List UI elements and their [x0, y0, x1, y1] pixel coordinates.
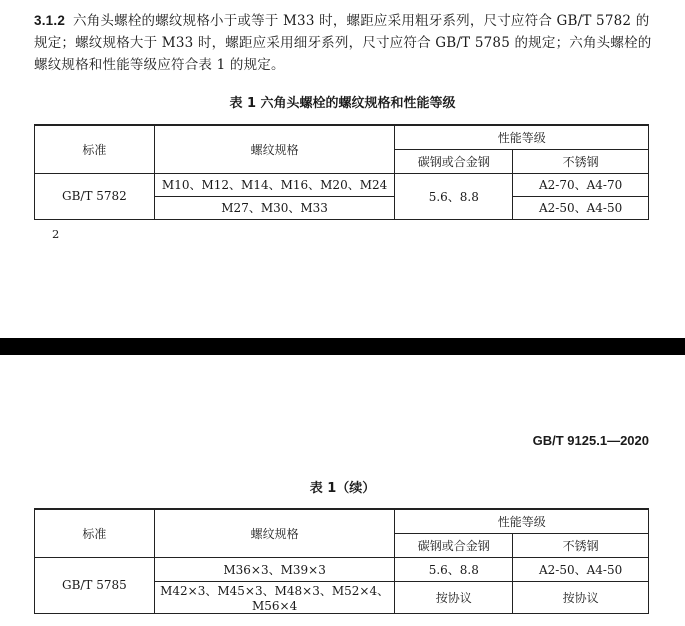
header-stainless-steel: 不锈钢 [513, 149, 649, 173]
cell-stainless: A2-50、A4-50 [513, 557, 649, 581]
paragraph-3-1-2 [34, 10, 654, 76]
paragraph-text: 六角头螺栓的螺纹规格小于或等于 M33 时，螺距应采用粗牙系列，尺寸应符合 GB/T 5782 的规定；螺纹规格大于 M33 时，螺距应采用细牙系列，尺寸应符合 GB/T 5785 的规定；六角头螺栓的螺纹规格和性能等级应符合表 1 的规定。 [34, 13, 652, 73]
cell-thread: M10、M12、M14、M16、M20、M24 [154, 173, 395, 196]
cell-thread: M27、M30、M33 [154, 196, 395, 219]
table-header-row [35, 509, 649, 533]
cell-standard: GB/T 5785 [35, 557, 155, 613]
table-1-title: 表 1 六角头螺栓的螺纹规格和性能等级 [229, 96, 456, 111]
standard-header: GB/T 9125.1—2020 [532, 433, 649, 448]
table-row [35, 557, 649, 581]
cell-carbon: 5.6、8.8 [395, 557, 513, 581]
table-1-continued [34, 508, 649, 614]
page-number: 2 [52, 227, 60, 241]
header-thread: 螺纹规格 [154, 125, 395, 173]
table-1 [34, 124, 649, 220]
cell-thread: M36×3、M39×3 [154, 557, 395, 581]
document-page-bottom [0, 355, 685, 626]
header-standard: 标准 [35, 125, 155, 173]
cell-stainless: 按协议 [513, 581, 649, 613]
table-row [35, 173, 649, 196]
header-grade: 性能等级 [395, 125, 649, 149]
page-divider [0, 338, 685, 355]
cell-carbon: 按协议 [395, 581, 513, 613]
header-carbon-steel: 碳钢或合金钢 [395, 533, 513, 557]
cell-stainless: A2-70、A4-70 [513, 173, 649, 196]
table-header-row [35, 125, 649, 149]
table-1-continued-title: 表 1（续） [309, 481, 376, 496]
cell-stainless: A2-50、A4-50 [513, 196, 649, 219]
cell-standard: GB/T 5782 [35, 173, 155, 219]
header-carbon-steel: 碳钢或合金钢 [395, 149, 513, 173]
header-stainless-steel: 不锈钢 [513, 533, 649, 557]
section-number: 3.1.2 [34, 13, 66, 28]
header-standard: 标准 [35, 509, 155, 557]
header-grade: 性能等级 [395, 509, 649, 533]
header-thread: 螺纹规格 [154, 509, 395, 557]
cell-carbon: 5.6、8.8 [395, 173, 513, 219]
cell-thread: M42×3、M45×3、M48×3、M52×4、M56×4 [154, 581, 395, 613]
